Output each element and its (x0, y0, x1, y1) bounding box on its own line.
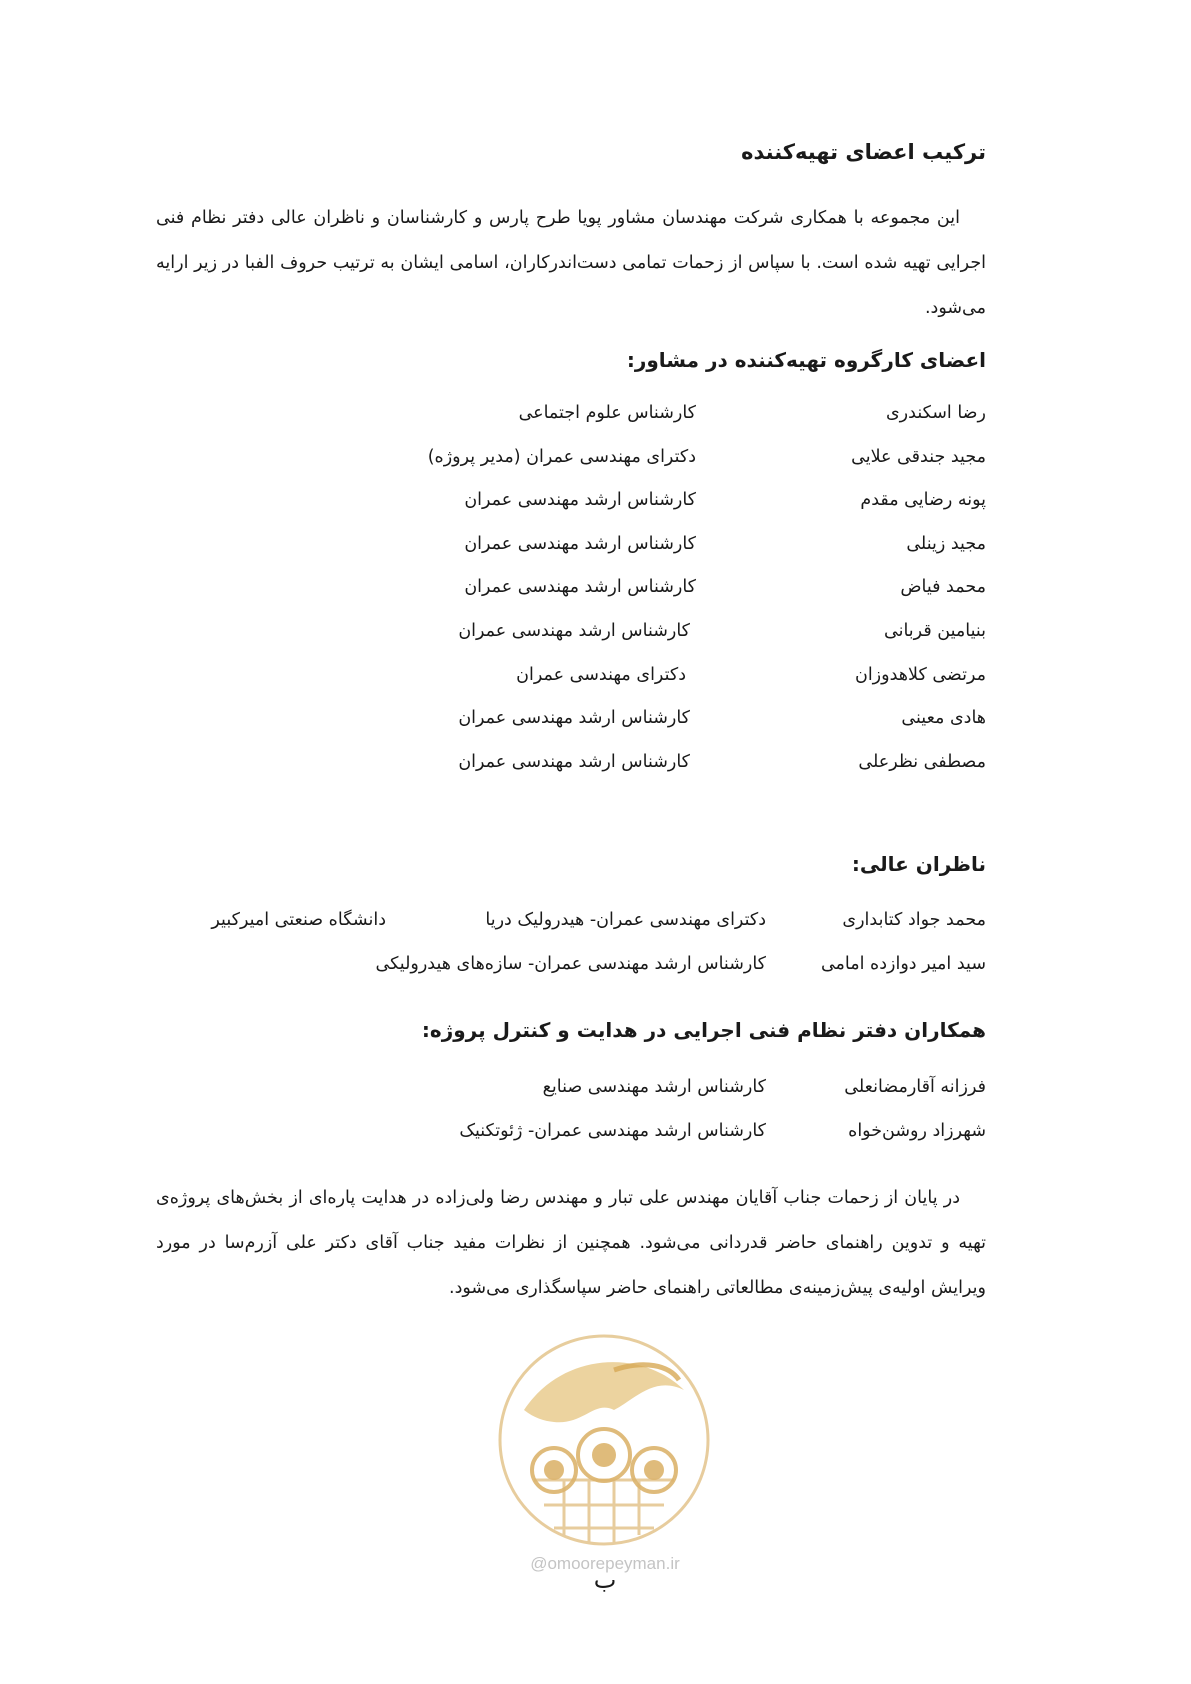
member-name: سید امیر دوازده امامی (820, 953, 986, 974)
member-name: مجید جندقی علایی (851, 446, 986, 467)
member-name: پونه رضایی مقدم (860, 490, 986, 511)
member-row (166, 741, 986, 785)
member-name: محمد فیاض (900, 577, 986, 598)
watermark-logo (494, 1330, 714, 1590)
supervisors-heading: ناظران عالی: (851, 852, 986, 876)
member-row (166, 1110, 986, 1154)
member-name: مصطفی نظرعلی (858, 751, 986, 772)
supervisor-row (166, 899, 986, 943)
closing-paragraph (156, 1176, 986, 1311)
member-row (166, 479, 986, 523)
member-name: رضا اسکندری (885, 403, 986, 423)
member-title: کارشناس ارشد مهندسی عمران (464, 533, 696, 554)
member-name: فرزانه آقارمضانعلی (844, 1077, 986, 1097)
member-title: کارشناس ارشد مهندسی عمران (464, 577, 696, 598)
member-name: هادی معینی (901, 708, 986, 729)
member-row (166, 392, 986, 436)
member-institution: دانشگاه صنعتی امیرکبیر (211, 910, 386, 930)
member-title: کارشناس ارشد مهندسی عمران (458, 708, 690, 729)
member-title: کارشناس ارشد مهندسی صنایع (542, 1077, 766, 1097)
member-name: محمد جواد کتابداری (842, 910, 986, 930)
member-row (166, 1066, 986, 1110)
member-name: بنیامین قربانی (884, 620, 986, 641)
supervisors-list (166, 899, 986, 986)
member-row (166, 610, 986, 654)
member-title: کارشناس ارشد مهندسی عمران (464, 490, 696, 511)
member-title: کارشناس ارشد مهندسی عمران (458, 620, 690, 641)
closing-text: در پایان از زحمات جناب آقایان مهندس علی تبار و مهندس رضا ولی‌زاده در هدایت پاره‌ای از بخش‌های پروژه‌ی تهیه و تدوین راهنمای حاضر قدردانی می‌شود. همچنین از نظرات مفید جناب آقای دکتر علی آزرم‌سا در مورد ویرایش اولیه‌ی پیش‌زمینه‌ی مطالعاتی راهنمای حاضر سپاسگذاری می‌شود. (156, 1188, 986, 1298)
office-members-list (166, 1066, 986, 1153)
member-name: مرتضی کلاهدوزان (854, 664, 986, 685)
member-title: کارشناس ارشد مهندسی عمران (458, 751, 690, 772)
member-row (166, 436, 986, 480)
page-number: ب (593, 1566, 617, 1594)
intro-paragraph (156, 196, 986, 331)
member-name: مجید زینلی (906, 533, 986, 554)
watermark-website: @omoorepeyman.ir (530, 1554, 680, 1573)
member-row (166, 654, 986, 698)
member-title: دکترای مهندسی عمران (516, 664, 686, 685)
member-row (166, 566, 986, 610)
omoorepeyman-seal-icon (494, 1330, 714, 1560)
member-title: کارشناس ارشد مهندسی عمران- سازه‌های هیدرولیکی (375, 953, 766, 974)
member-title: دکترای مهندسی عمران (مدیر پروژه) (427, 446, 696, 467)
member-title: دکترای مهندسی عمران- هیدرولیک دریا (485, 910, 766, 930)
member-row (166, 697, 986, 741)
consultant-members-list (166, 392, 986, 784)
member-row (166, 523, 986, 567)
supervisor-row (166, 943, 986, 987)
member-title: کارشناس علوم اجتماعی (518, 403, 696, 423)
member-name: شهرزاد روشن‌خواه (848, 1120, 986, 1141)
office-heading: همکاران دفتر نظام فنی اجرایی در هدایت و کنترل پروژه: (421, 1018, 986, 1042)
intro-text: این مجموعه با همکاری شرکت مهندسان مشاور پویا طرح پارس و کارشناسان و ناظران عالی دفتر نظام فنی اجرایی تهیه شده است. با سپاس از زحمات تمامی دست‌اندرکاران، اسامی ایشان به ترتیب حروف الفبا در زیر ارایه می‌شود. (156, 208, 986, 318)
consultant-heading: اعضای کارگروه تهیه‌کننده در مشاور: (626, 348, 986, 372)
member-title: کارشناس ارشد مهندسی عمران- ژئوتکنیک (459, 1120, 766, 1141)
page-title: ترکیب اعضای تهیه‌کننده (741, 140, 986, 164)
